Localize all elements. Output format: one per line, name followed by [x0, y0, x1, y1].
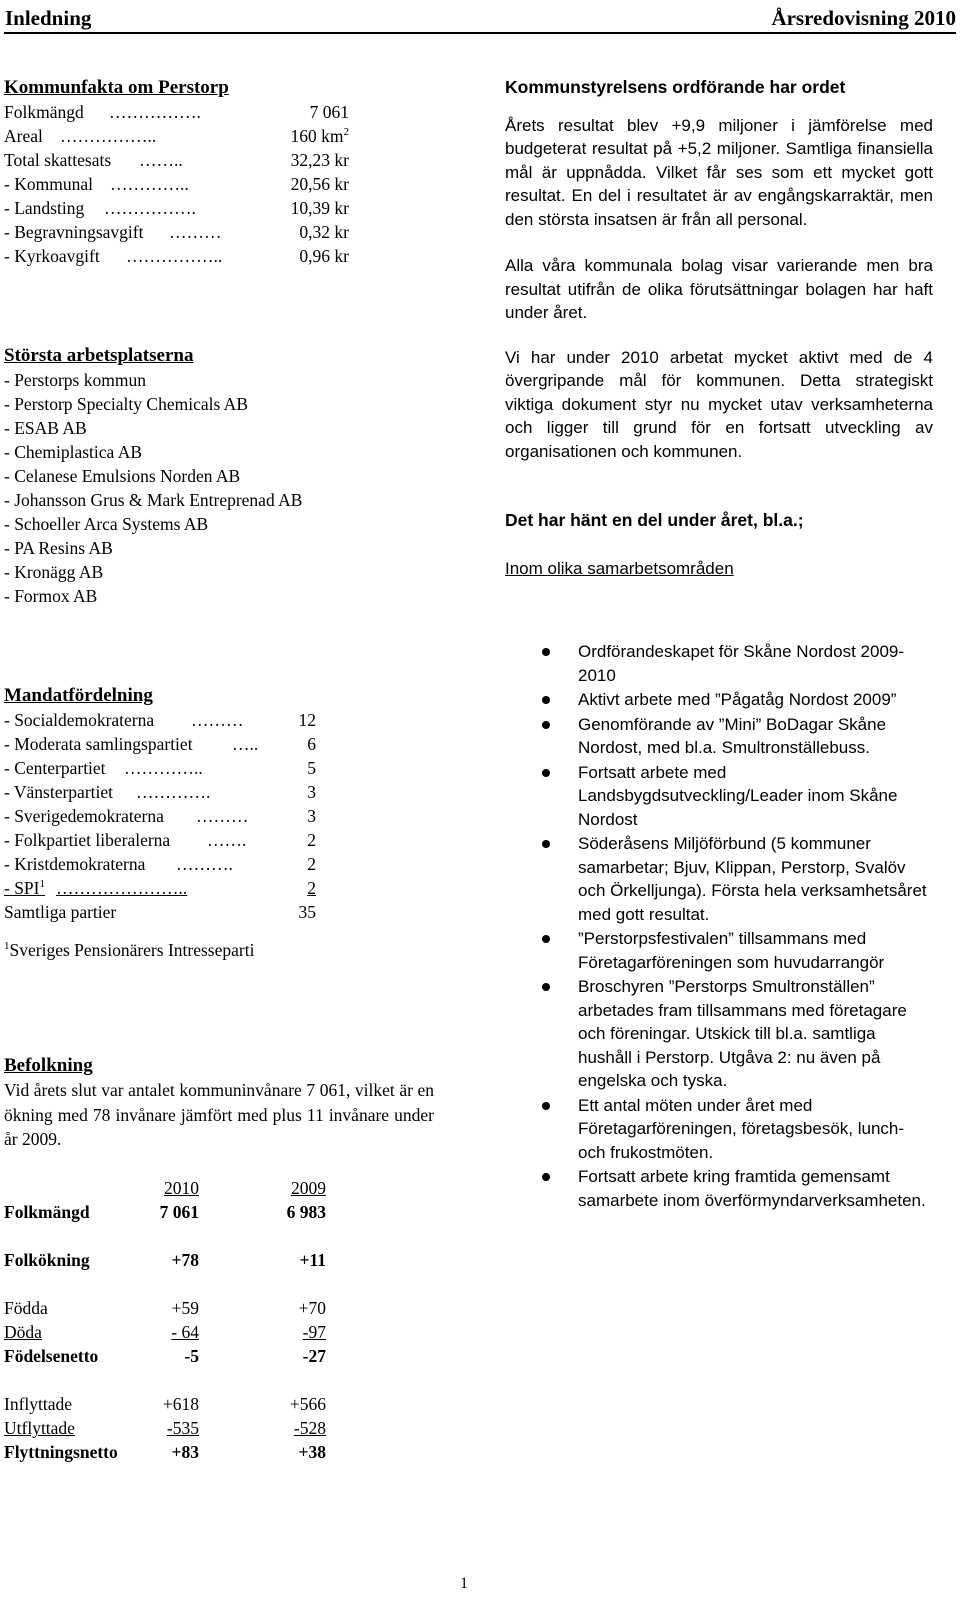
- bullet-item: [505, 713, 933, 760]
- cell-2010: - 64: [171, 1322, 199, 1342]
- cell-2009: -27: [302, 1346, 326, 1366]
- mandate-row: [4, 756, 384, 780]
- leader-dots: ……………..: [60, 126, 157, 146]
- facts-list: [4, 100, 384, 268]
- bullet-item: [505, 1165, 933, 1212]
- population-title: Befolkning: [4, 1055, 93, 1076]
- cell-2009: -528: [293, 1418, 326, 1438]
- bullet-icon: [542, 840, 550, 848]
- party-name-text: - Moderata samlingspartiet: [4, 734, 193, 754]
- row-label: Flyttningsnetto: [4, 1442, 118, 1462]
- employers-title: Största arbetsplatserna: [4, 345, 194, 366]
- party-name-text: - Socialdemokraterna: [4, 710, 155, 730]
- party-name: [4, 756, 106, 780]
- mandates-list: [4, 708, 384, 924]
- party-name: [4, 708, 154, 732]
- cell-2009: -97: [302, 1322, 326, 1342]
- fact-value: [299, 244, 349, 268]
- leader-dots: …………….: [104, 198, 196, 218]
- table-row: [4, 1440, 334, 1464]
- mandate-row: [4, 900, 384, 924]
- bullet-item: [505, 640, 933, 687]
- leader-dots: …………..: [110, 174, 189, 194]
- seat-count: 5: [307, 758, 316, 778]
- bullet-icon: [542, 721, 550, 729]
- year-2009-header: 2009: [291, 1178, 326, 1198]
- party-name-text: - Vänsterpartiet: [4, 782, 114, 802]
- leader-dots: …..: [232, 734, 259, 754]
- bullet-text: Ett antal möten under året med Företagarföreningen, företagsbesök, lunch- och frukostmöten.: [578, 1095, 905, 1162]
- chair-title: Kommunstyrelsens ordförande har ordet: [505, 77, 846, 97]
- bullet-item: [505, 761, 933, 832]
- mandate-row: [4, 852, 384, 876]
- seat-count: 12: [298, 710, 316, 730]
- party-name: [4, 900, 116, 924]
- seat-count: 3: [307, 806, 316, 826]
- table-row: [4, 1200, 334, 1224]
- bullet-icon: [542, 696, 550, 704]
- bullet-icon: [542, 935, 550, 943]
- seat-count: 6: [307, 734, 316, 754]
- population-section: [4, 1054, 434, 1152]
- row-label: Folkökning: [4, 1250, 90, 1270]
- bullet-text: Broschyren ”Perstorps Smultronställen” arbetades fram tillsammans med företagare och föreningar. Utskick till bl.a. samtliga hushåll i Perstorp. Utgåva 2: nu även på engelska och tyska.: [578, 977, 907, 1090]
- bullet-icon: [542, 648, 550, 656]
- superscript: 1: [39, 878, 45, 891]
- row-label: Döda: [4, 1322, 42, 1342]
- fact-label: - Kyrkoavgift: [4, 246, 100, 266]
- fact-label: - Begravningsavgift: [4, 222, 144, 242]
- chair-statement: [505, 76, 933, 580]
- fact-value-text: 0,32 kr: [299, 222, 349, 242]
- bullet-item: [505, 1094, 933, 1165]
- fact-value: [291, 148, 349, 172]
- fact-label: Areal: [4, 126, 43, 146]
- leader-dots: …………….: [109, 102, 201, 122]
- population-table: [4, 1176, 334, 1464]
- fact-row: [4, 244, 384, 268]
- list-item: - Johansson Grus & Mark Entreprenad AB: [4, 490, 303, 510]
- bullet-text: Aktivt arbete med ”Pågatåg Nordost 2009”: [578, 690, 897, 709]
- cooperation-title: Inom olika samarbetsområden: [505, 558, 734, 578]
- bullet-item: [505, 975, 933, 1093]
- bullet-icon: [542, 1102, 550, 1110]
- facts-title: Kommunfakta om Perstorp: [4, 77, 229, 98]
- paragraph: Årets resultat blev +9,9 miljoner i jämförelse med budgeterat resultat på +5,2 miljoner. Samtliga finansiella mål är uppnådda. Vilket får ses som ett mycket gott resultat. En del i resultatet är av engångskarraktär, men den största insatsen är från all personal.: [505, 115, 933, 229]
- footnote-mark: 1: [4, 940, 10, 953]
- table-row: [4, 1416, 334, 1440]
- list-item: - Perstorp Specialty Chemicals AB: [4, 394, 248, 414]
- superscript: 2: [343, 126, 349, 139]
- leader-dots: …….: [207, 830, 247, 850]
- party-name-text: - Sverigedemokraterna: [4, 806, 164, 826]
- list-item: - ESAB AB: [4, 418, 87, 438]
- report-title: Årsredovisning 2010: [771, 6, 956, 30]
- population-text: Vid årets slut var antalet kommuninvånare 7 061, vilket är en ökning med 78 invånare jämfört med plus 11 invånare under år 2009.: [4, 1080, 434, 1149]
- cell-2010: +78: [171, 1250, 199, 1270]
- row-label: Födda: [4, 1298, 48, 1318]
- list-item: - Schoeller Arca Systems AB: [4, 514, 209, 534]
- cell-2010: -535: [166, 1418, 199, 1438]
- bullet-item: [505, 832, 933, 926]
- cell-2010: +83: [171, 1442, 199, 1462]
- party-name-text: Samtliga partier: [4, 902, 117, 922]
- party-name: [4, 804, 164, 828]
- mandates-title: Mandatfördelning: [4, 685, 153, 706]
- fact-value-text: 7 061: [309, 102, 349, 122]
- table-row: [4, 1344, 334, 1368]
- fact-value-text: 10,39 kr: [290, 198, 349, 218]
- fact-value: [291, 124, 350, 148]
- seat-count: 3: [307, 782, 316, 802]
- seat-count: 2: [307, 830, 316, 850]
- row-label: Folkmängd: [4, 1202, 90, 1222]
- fact-label: Total skattesats: [4, 150, 112, 170]
- cell-2009: +11: [299, 1250, 326, 1270]
- fact-value-text: 20,56 kr: [290, 174, 349, 194]
- list-item: - Celanese Emulsions Norden AB: [4, 466, 241, 486]
- seat-count: 2: [307, 878, 316, 898]
- fact-value: [299, 220, 349, 244]
- leader-dots: ………: [196, 806, 249, 826]
- bullet-icon: [542, 983, 550, 991]
- leader-dots: ……..: [139, 150, 183, 170]
- party-name: [4, 732, 193, 756]
- bullet-text: Fortsatt arbete med Landsbygdsutveckling/Leader inom Skåne Nordost: [578, 762, 898, 829]
- bullet-icon: [542, 769, 550, 777]
- fact-row: [4, 148, 384, 172]
- leader-dots: ………: [169, 222, 222, 242]
- fact-row: [4, 100, 384, 124]
- fact-row: [4, 196, 384, 220]
- fact-row: [4, 124, 384, 148]
- bullet-item: [505, 927, 933, 974]
- mandate-row: [4, 708, 384, 732]
- bullet-text: Genomförande av ”Mini” BoDagar Skåne Nordost, med bl.a. Smultronställebuss.: [578, 714, 887, 757]
- bullet-text: ”Perstorpsfestivalen” tillsammans med Företagarföreningen som huvudarrangör: [578, 929, 885, 972]
- cell-2009: +38: [298, 1442, 326, 1462]
- municipality-facts: [4, 76, 384, 268]
- table-row: [4, 1320, 334, 1344]
- page-header: [4, 4, 956, 34]
- bullet-text: Söderåsens Miljöförbund (5 kommuner samarbetar; Bjuv, Klippan, Perstorp, Svalöv och Örkelljunga). Första hela verksamhetsåret med gott resultat.: [578, 834, 927, 924]
- bullet-text: Fortsatt arbete kring framtida gemensamt samarbete inom överförmyndarverksamheten.: [578, 1167, 926, 1210]
- leader-dots: ………….: [136, 782, 211, 802]
- fact-value: [291, 172, 349, 196]
- bullet-text: Ordförandeskapet för Skåne Nordost 2009-2010: [578, 642, 905, 685]
- mandate-row: [4, 876, 384, 900]
- largest-employers: [4, 344, 404, 608]
- fact-value-text: 0,96 kr: [299, 246, 349, 266]
- party-name: [4, 876, 45, 900]
- bullet-item: [505, 688, 933, 712]
- fact-label: - Landsting: [4, 198, 85, 218]
- fact-value-text: 160 km: [290, 126, 344, 146]
- employers-list: [4, 368, 404, 608]
- cell-2009: +566: [289, 1394, 326, 1414]
- events-title: Det har hänt en del under året, bl.a.;: [505, 510, 804, 530]
- seat-distribution: [4, 684, 384, 962]
- fact-value: [291, 196, 349, 220]
- fact-row: [4, 172, 384, 196]
- cell-2010: -5: [184, 1346, 199, 1366]
- seat-count: 2: [307, 854, 316, 874]
- party-name-text: - Centerpartiet: [4, 758, 106, 778]
- party-name-text: - Folkpartiet liberalerna: [4, 830, 171, 850]
- paragraph: Alla våra kommunala bolag visar varierande men bra resultat utifrån de olika förutsättningar bolagen har haft under året.: [505, 256, 933, 322]
- footnote-text: Sveriges Pensionärers Intresseparti: [9, 940, 255, 960]
- paragraph: Vi har under 2010 arbetat mycket aktivt med de 4 övergripande mål för kommunen. Detta strategiskt viktiga dokument styr nu mycket utav verksamheterna och ligger till grund för en fortsatt utveckling av organisationen och kommunen.: [505, 347, 933, 461]
- page-number: 1: [460, 1575, 468, 1592]
- cooperation-list: [505, 640, 933, 1213]
- list-item: - Kronägg AB: [4, 562, 104, 582]
- list-item: - Chemiplastica AB: [4, 442, 143, 462]
- party-name: [4, 828, 170, 852]
- mandate-row: [4, 828, 384, 852]
- row-label: Inflyttade: [4, 1394, 73, 1414]
- leader-dots: ……………..: [126, 246, 223, 266]
- table-header: [4, 1176, 334, 1200]
- list-item: - Perstorps kommun: [4, 370, 146, 390]
- mandate-row: [4, 780, 384, 804]
- table-row: [4, 1392, 334, 1416]
- row-label: Utflyttade: [4, 1418, 75, 1438]
- party-name: [4, 780, 113, 804]
- fact-value: [310, 100, 349, 124]
- cell-2009: 6 983: [286, 1202, 326, 1222]
- list-item: - Formox AB: [4, 586, 98, 606]
- party-name-text: - Kristdemokraterna: [4, 854, 146, 874]
- mandate-row: [4, 732, 384, 756]
- fact-value-text: 32,23 kr: [290, 150, 349, 170]
- party-name-text: - SPI: [4, 878, 40, 898]
- footnote: [4, 938, 384, 962]
- leader-dots: …………..: [124, 758, 203, 778]
- fact-row: [4, 220, 384, 244]
- table-row: [4, 1248, 334, 1272]
- fact-label: - Kommunal: [4, 174, 93, 194]
- mandate-row: [4, 804, 384, 828]
- cell-2010: 7 061: [159, 1202, 199, 1222]
- fact-label: Folkmängd: [4, 102, 84, 122]
- leader-dots: …………………..: [56, 878, 188, 898]
- section-title: Inledning: [5, 6, 92, 30]
- row-label: Födelsenetto: [4, 1346, 99, 1366]
- list-item: - PA Resins AB: [4, 538, 113, 558]
- cell-2009: +70: [298, 1298, 326, 1318]
- year-2010-header: 2010: [164, 1178, 199, 1198]
- leader-dots: ……….: [176, 854, 233, 874]
- cell-2010: +59: [171, 1298, 199, 1318]
- leader-dots: ………: [191, 710, 244, 730]
- table-row: [4, 1296, 334, 1320]
- seat-count: 35: [298, 902, 316, 922]
- party-name: [4, 852, 145, 876]
- cell-2010: +618: [162, 1394, 199, 1414]
- bullet-icon: [542, 1173, 550, 1181]
